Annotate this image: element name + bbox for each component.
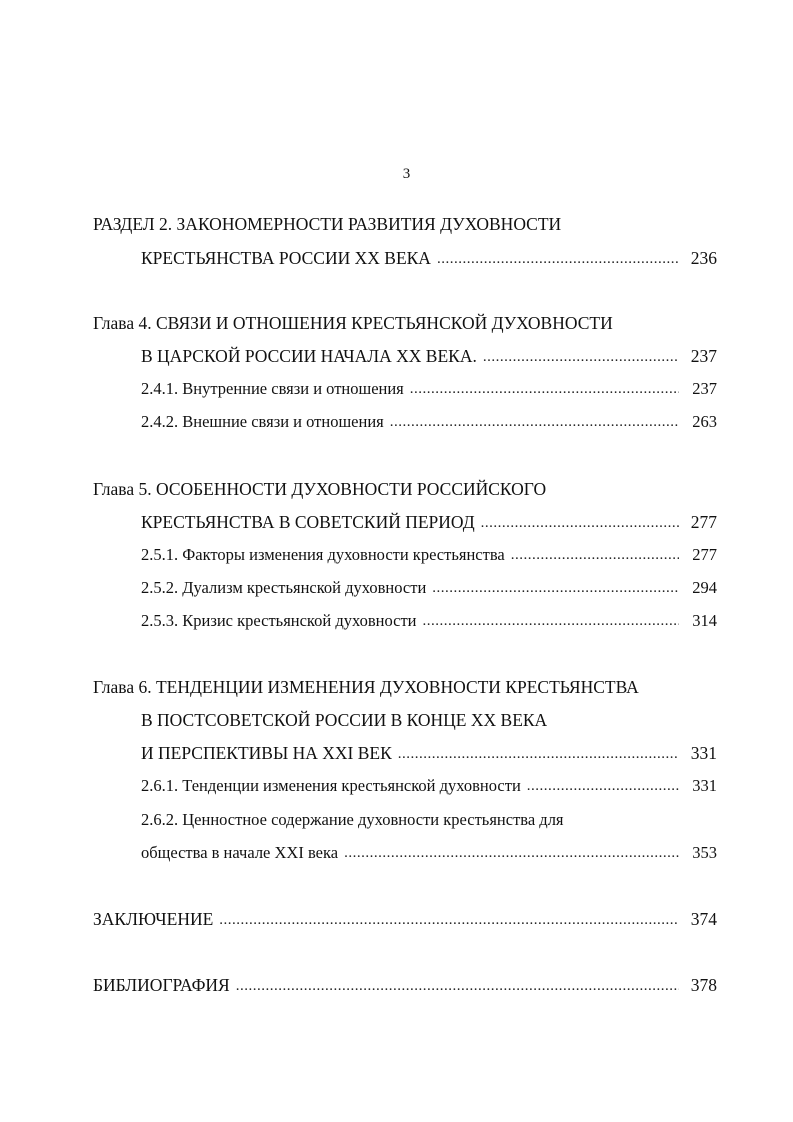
toc-entry-2-6-2-title <box>141 809 564 831</box>
toc-entry-text: Глава 6. ТЕНДЕНЦИИ ИЗМЕНЕНИЯ ДУХОВНОСТИ КРЕСТЬЯНСТВА <box>93 677 639 697</box>
toc-entry-text: И ПЕРСПЕКТИВЫ НА XXI ВЕК <box>141 743 392 763</box>
toc-entry-chapter-4 <box>141 345 717 367</box>
toc-entry-chapter-6-title <box>93 676 639 698</box>
toc-entry-page: 374 <box>690 909 717 929</box>
dot-leader <box>410 378 679 400</box>
toc-entry-text: Глава 4. СВЯЗИ И ОТНОШЕНИЯ КРЕСТЬЯНСКОЙ ДУХОВНОСТИ <box>93 313 613 333</box>
dot-leader <box>398 743 679 765</box>
dot-leader <box>219 909 679 931</box>
dot-leader <box>483 346 679 368</box>
toc-entry-2-6-1 <box>141 775 717 797</box>
toc-entry-2-5-2 <box>141 577 717 599</box>
toc-entry-text: 2.5.1. Факторы изменения духовности крестьянства <box>141 545 505 564</box>
toc-entry-text: КРЕСТЬЯНСТВА РОССИИ XX ВЕКА <box>141 248 431 268</box>
dot-leader <box>236 975 679 997</box>
toc-entry-page: 378 <box>690 975 717 995</box>
toc-entry-2-5-1 <box>141 544 717 566</box>
dot-leader <box>527 775 679 797</box>
toc-entry-text: Глава 5. ОСОБЕННОСТИ ДУХОВНОСТИ РОССИЙСКОГО <box>93 479 547 499</box>
dot-leader <box>511 544 679 566</box>
toc-entry-2-4-1 <box>141 378 717 400</box>
toc-entry-2-6-2 <box>141 842 717 864</box>
toc-entry-text: 2.6.2. Ценностное содержание духовности крестьянства для <box>141 810 564 829</box>
toc-entry-page: 331 <box>690 743 717 763</box>
toc-entry-text: В ЦАРСКОЙ РОССИИ НАЧАЛА XX ВЕКА. <box>141 346 477 366</box>
toc-entry-text: БИБЛИОГРАФИЯ <box>93 975 230 995</box>
toc-entry-chapter-6-title-2 <box>141 709 547 731</box>
dot-leader <box>344 842 679 864</box>
toc-entry-page: 277 <box>692 545 717 564</box>
dot-leader <box>481 512 679 534</box>
toc-entry-text: 2.6.1. Тенденции изменения крестьянской духовности <box>141 776 521 795</box>
toc-entry-section-2 <box>141 247 717 269</box>
toc-entry-text: КРЕСТЬЯНСТВА В СОВЕТСКИЙ ПЕРИОД <box>141 512 475 532</box>
toc-entry-page: 236 <box>690 248 717 268</box>
toc-entry-text: РАЗДЕЛ 2. ЗАКОНОМЕРНОСТИ РАЗВИТИЯ ДУХОВНОСТИ <box>93 214 562 234</box>
toc-entry-page: 263 <box>692 412 717 431</box>
toc-entry-page: 277 <box>690 512 717 532</box>
toc-entry-page: 294 <box>692 578 717 597</box>
toc-entry-chapter-5-title <box>93 478 546 500</box>
toc-entry-conclusion <box>93 908 717 930</box>
dot-leader <box>432 577 679 599</box>
toc-entry-chapter-6 <box>141 742 717 764</box>
toc-entry-text: ЗАКЛЮЧЕНИЕ <box>93 909 214 929</box>
dot-leader <box>390 411 679 433</box>
toc-entry-page: 314 <box>692 611 717 630</box>
toc-entry-text: 2.4.1. Внутренние связи и отношения <box>141 379 404 398</box>
dot-leader <box>437 248 679 270</box>
toc-entry-page: 353 <box>692 843 717 862</box>
toc-entry-text: 2.4.2. Внешние связи и отношения <box>141 412 384 431</box>
toc-entry-2-5-3 <box>141 610 717 632</box>
toc-entry-chapter-5 <box>141 511 717 533</box>
toc-entry-page: 237 <box>690 346 717 366</box>
toc-entry-chapter-4-title <box>93 312 613 334</box>
toc-entry-2-4-2 <box>141 411 717 433</box>
toc-entry-text: В ПОСТСОВЕТСКОЙ РОССИИ В КОНЦЕ XX ВЕКА <box>141 710 548 730</box>
page-number: 3 <box>402 166 411 182</box>
toc-entry-text: 2.5.2. Дуализм крестьянской духовности <box>141 578 427 597</box>
dot-leader <box>422 610 679 632</box>
toc-entry-section-2-title <box>93 213 561 235</box>
toc-entry-page: 237 <box>692 379 717 398</box>
toc-entry-text: 2.5.3. Кризис крестьянской духовности <box>141 611 417 630</box>
toc-entry-text: общества в начале XXI века <box>141 843 339 862</box>
toc-entry-page: 331 <box>692 776 717 795</box>
toc-entry-bibliography <box>93 974 717 996</box>
